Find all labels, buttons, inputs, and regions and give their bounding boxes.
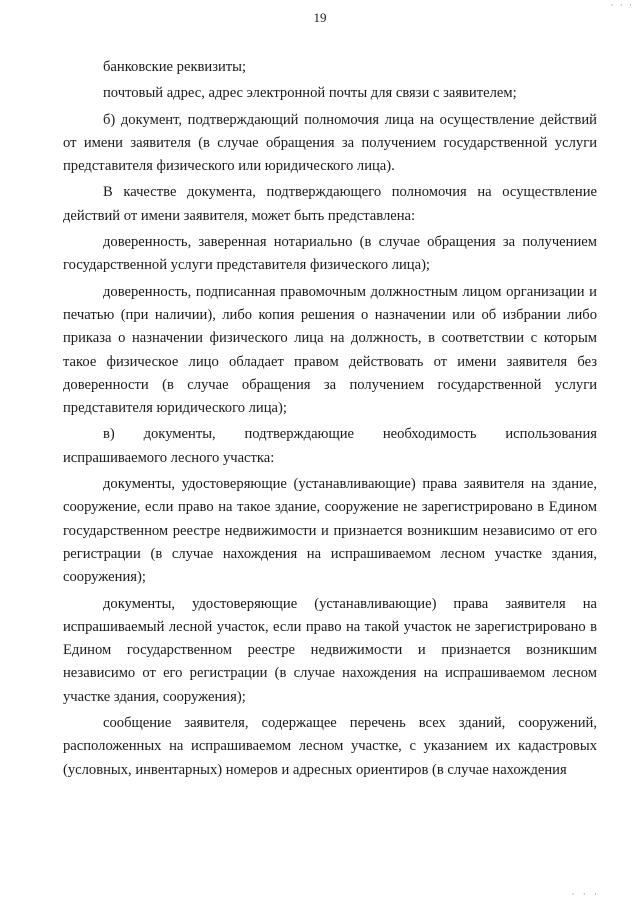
paragraph: в) документы, подтверждающие необходимость использования испрашиваемого лесного участка: bbox=[63, 426, 597, 466]
paragraph: почтовый адрес, адрес электронной почты для связи с заявителем; bbox=[103, 85, 517, 102]
document-body bbox=[63, 56, 597, 785]
paragraph: банковские реквизиты; bbox=[103, 59, 247, 75]
paragraph: документы, удостоверяющие (устанавливающие) права заявителя на испрашиваемый лесной участок, если право на такой участок не зарегистрировано в Едином государственном реестре недвижимости и признается возникшим независимо от его регистрации (в случае нахождения на испрашиваемом лесном участке здания, сооружения); bbox=[63, 595, 597, 705]
paragraph: В качестве документа, подтверждающего полномочия на осуществление действий от имени заявителя, может быть представлена: bbox=[63, 184, 597, 224]
paragraph: доверенность, заверенная нотариально (в случае обращения за получением государственной услуги представителя физического лица); bbox=[63, 234, 597, 274]
paragraph: сообщение заявителя, содержащее перечень всех зданий, сооружений, расположенных на испрашиваемом лесном участке, с указанием их кадастровых (условных, инвентарных) номеров и адресных ориентиров (в случае нахождения bbox=[63, 715, 597, 778]
corner-mark-bottom: · · · bbox=[571, 889, 600, 899]
corner-mark-top: · · · bbox=[610, 0, 634, 10]
page-number: 19 bbox=[313, 10, 327, 25]
paragraph: доверенность, подписанная правомочным должностным лицом организации и печатью (при наличии), либо копия решения о назначении или об избрании либо приказа о назначении физического лица на должность, в соответствии с которым такое физическое лицо обладает правом действовать от имени заявителя без доверенности (в случае обращения за получением государственной услуги представителя юридического лица); bbox=[63, 283, 597, 417]
paragraph: б) документ, подтверждающий полномочия лица на осуществление действий от имени заявителя (в случае обращения за получением государственной услуги представителя физического или юридического лица). bbox=[63, 111, 597, 175]
paragraph: документы, удостоверяющие (устанавливающие) права заявителя на здание, сооружение, если право на такое здание, сооружение не зарегистрировано в Едином государственном реестре недвижимости и признается возникшим независимо от его регистрации (в случае нахождения на испрашиваемом лесном участке здания, сооружения); bbox=[63, 476, 597, 586]
